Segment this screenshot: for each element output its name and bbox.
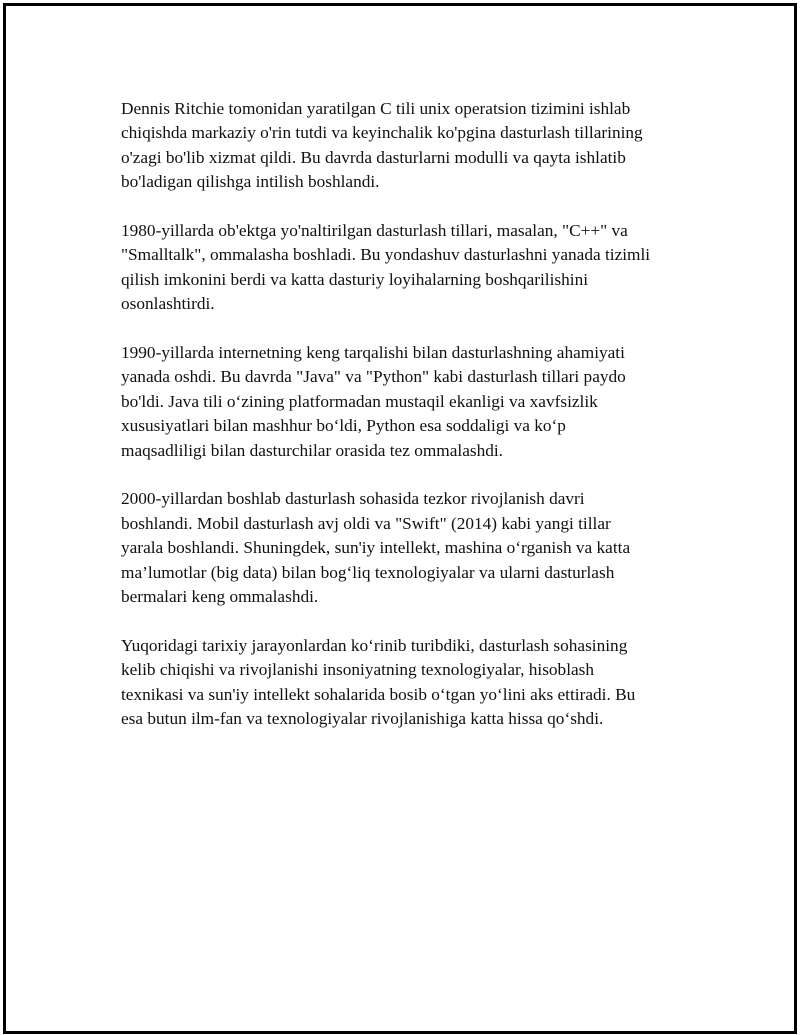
paragraph-conclusion: Yuqoridagi tarixiy jarayonlardan ko‘rinib turibdiki, dasturlash sohasining kelib chiqishi va rivojlanishi insoniyatning texnologiyalar, hisoblash texnikasi va sun'iy intellekt sohalarida bosib o‘tgan yo‘lini aks ettiradi. Bu esa butun ilm-fan va texnologiyalar rivojlanishiga katta hissa qo‘shdi. xyxy=(121,635,636,729)
paragraph-c-language: Dennis Ritchie tomonidan yaratilgan C tili unix operatsion tizimini ishlab chiqishda markaziy o'rin tutdi va keyinchalik ko'pgina dasturlash tillarining o'zagi bo'lib xizmat qildi. Bu davrda dasturlarni modulli va qayta ishlatib bo'ladigan qilishga intilish boshlandi. xyxy=(121,99,643,192)
document-body xyxy=(121,97,706,756)
paragraph-1990s: 1990-yillarda internetning keng tarqalishi bilan dasturlashning ahamiyati yanada oshdi. Bu davrda "Java" va "Python" kabi dasturlash tillari paydo bo'ldi. Java tili o‘zining platformadan mustaqil ekanligi va xavfsizlik xususiyatlari bilan mashhur bo‘ldi, Python esa soddaligi va ko‘p maqsadliligi bilan dasturchilar orasida tez ommalashdi. xyxy=(121,343,626,460)
paragraph-1980s: 1980-yillarda ob'ektga yo'naltirilgan dasturlash tillari, masalan, "C++" va "Smalltalk", ommalasha boshladi. Bu yondashuv dasturlashni yanada tizimli qilish imkonini berdi va katta dasturiy loyihalarning boshqarilishini osonlashtirdi. xyxy=(121,221,651,314)
paragraph-2000s: 2000-yillardan boshlab dasturlash sohasida tezkor rivojlanish davri boshlandi. Mobil dasturlash avj oldi va "Swift" (2014) kabi yangi tillar yarala boshlandi. Shuningdek, sun'iy intellekt, mashina o‘rganish va katta ma’lumotlar (big data) bilan bog‘liq texnologiyalar va ularni dasturlash bermalari keng ommalashdi. xyxy=(121,489,631,607)
document-page xyxy=(3,3,797,1034)
